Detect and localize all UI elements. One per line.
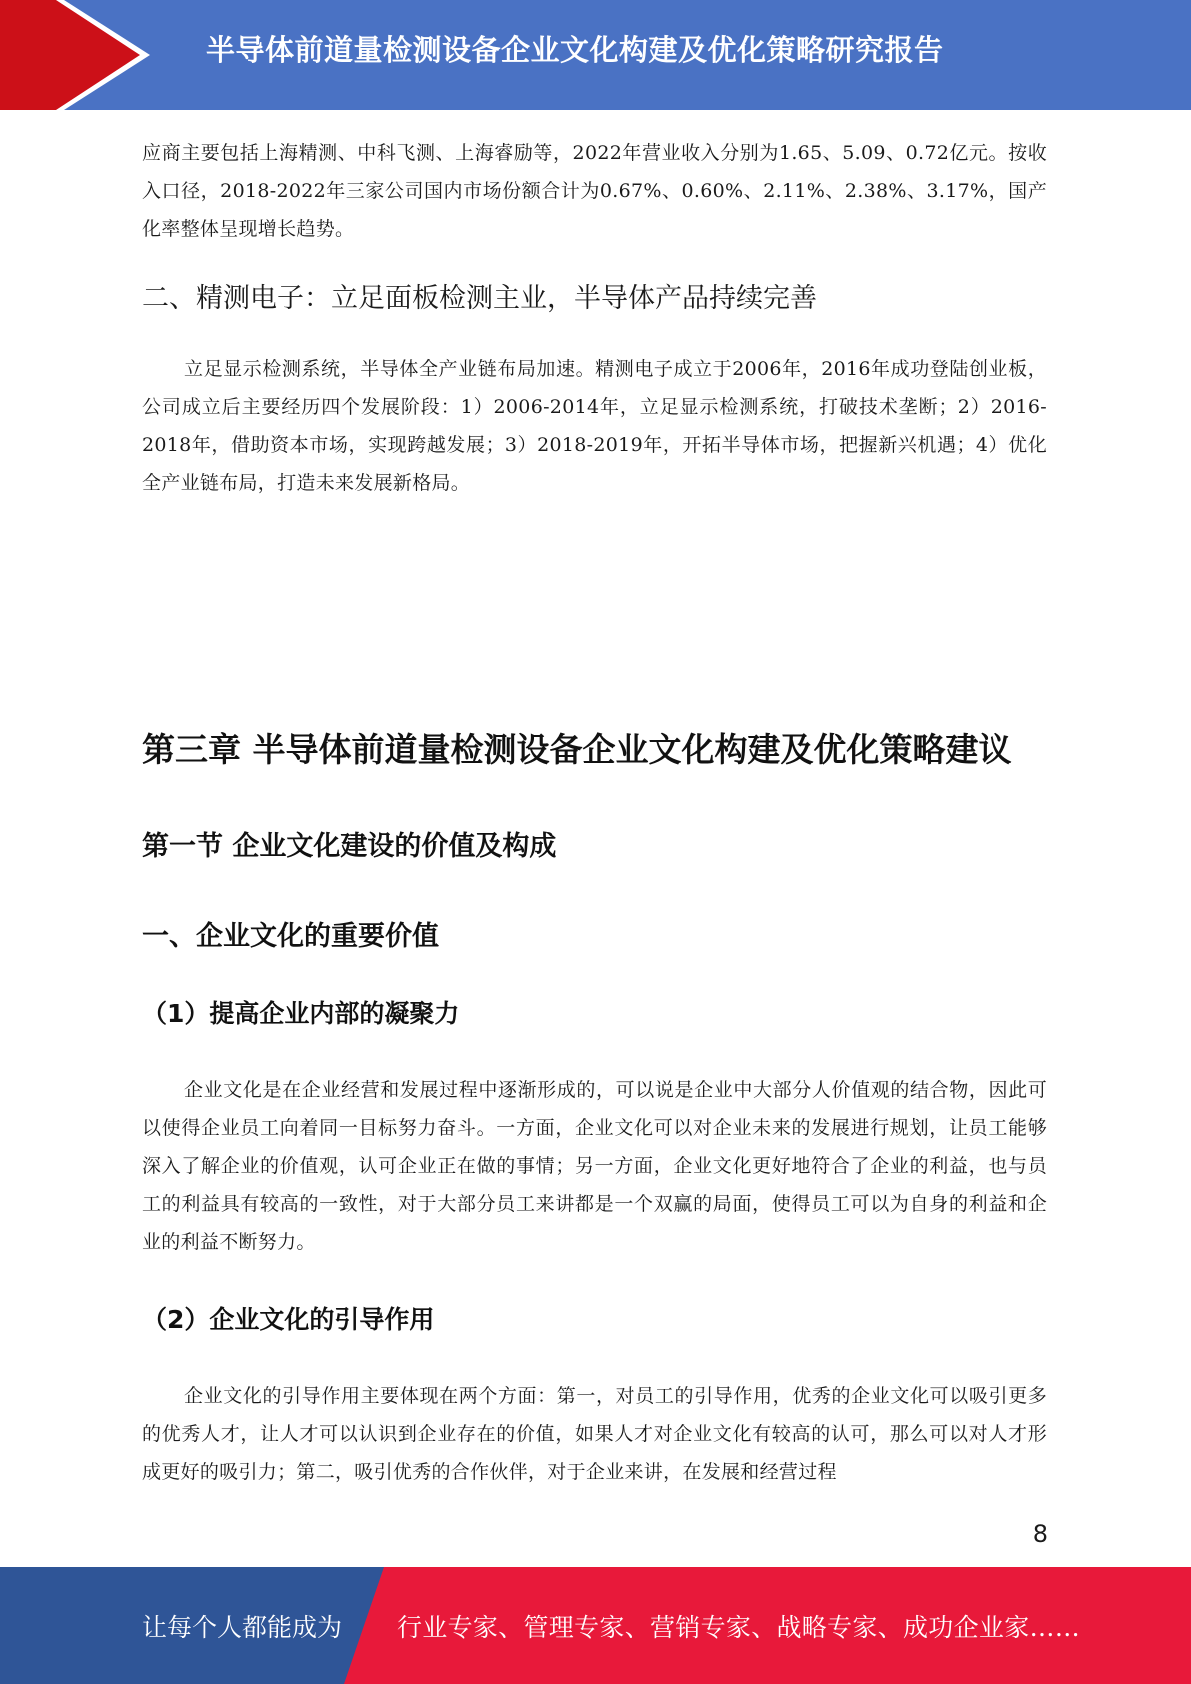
sub-heading-block: [142, 914, 1047, 953]
chapter-heading: 第三章 半导体前道量检测设备企业文化构建及优化策略建议: [142, 730, 1012, 769]
header-chevron-decoration: [0, 0, 160, 110]
section2-body-block: [142, 350, 1047, 502]
item1-body-block: [142, 1071, 1047, 1261]
item1-paragraph: 企业文化是在企业经营和发展过程中逐渐形成的，可以说是企业中大部分人价值观的结合物，因此可以使得企业员工向着同一目标努力奋斗。一方面，企业文化可以对企业未来的发展进行规划，让员工能够深入了解企业的价值观，认可企业正在做的事情；另一方面，企业文化更好地符合了企业的利益，也与员工的利益具有较高的一致性，对于大部分员工来讲都是一个双赢的局面，使得员工可以为自身的利益和企业的利益不断努力。: [142, 1079, 1047, 1253]
intro-paragraph: 应商主要包括上海精测、中科飞测、上海睿励等，2022年营业收入分别为1.65、5.09、0.72亿元。按收入口径，2018-2022年三家公司国内市场份额合计为0.67%、0.60%、2.11%、2.38%、3.17%，国产化率整体呈现增长趋势。: [142, 142, 1047, 240]
page-number: 8: [1032, 1520, 1048, 1548]
chapter-heading-block: [142, 724, 1047, 771]
section2-heading: 二、精测电子：立足面板检测主业，半导体产品持续完善: [142, 283, 817, 314]
page-footer-band: [0, 1567, 1191, 1684]
report-title: 半导体前道量检测设备企业文化构建及优化策略研究报告: [206, 33, 944, 67]
footer-slogan-right: 行业专家、管理专家、营销专家、战略专家、成功企业家……: [397, 1613, 1081, 1642]
section2-paragraph: 立足显示检测系统，半导体全产业链布局加速。精测电子成立于2006年，2016年成功登陆创业板，公司成立后主要经历四个发展阶段：1）2006-2014年，立足显示检测系统，打破技术垄断；2）2016-2018年，借助资本市场，实现跨越发展；3）2018-2019年，开拓半导体市场，把握新兴机遇；4）优化全产业链布局，打造未来发展新格局。: [142, 358, 1047, 494]
sub-heading: 一、企业文化的重要价值: [142, 921, 439, 952]
section2-heading-block: [142, 276, 1047, 315]
intro-block: [142, 134, 1047, 248]
page-header-band: [0, 0, 1191, 110]
item2-paragraph: 企业文化的引导作用主要体现在两个方面：第一，对员工的引导作用，优秀的企业文化可以吸引更多的优秀人才，让人才可以认识到企业存在的价值，如果人才对企业文化有较高的认可，那么可以对人才形成更好的吸引力；第二，吸引优秀的合作伙伴，对于企业来讲，在发展和经营过程: [142, 1385, 1047, 1483]
item1-heading: （1）提高企业内部的凝聚力: [142, 999, 460, 1028]
footer-slogan-left: 让每个人都能成为: [142, 1613, 343, 1642]
chevron-red-fill: [0, 0, 140, 110]
item2-body-block: [142, 1377, 1047, 1491]
item2-heading-block: [142, 1300, 1047, 1336]
section-heading-block: [142, 824, 1047, 863]
section-heading: 第一节 企业文化建设的价值及构成: [142, 831, 557, 862]
item2-heading: （2）企业文化的引导作用: [142, 1305, 435, 1334]
item1-heading-block: [142, 994, 1047, 1030]
